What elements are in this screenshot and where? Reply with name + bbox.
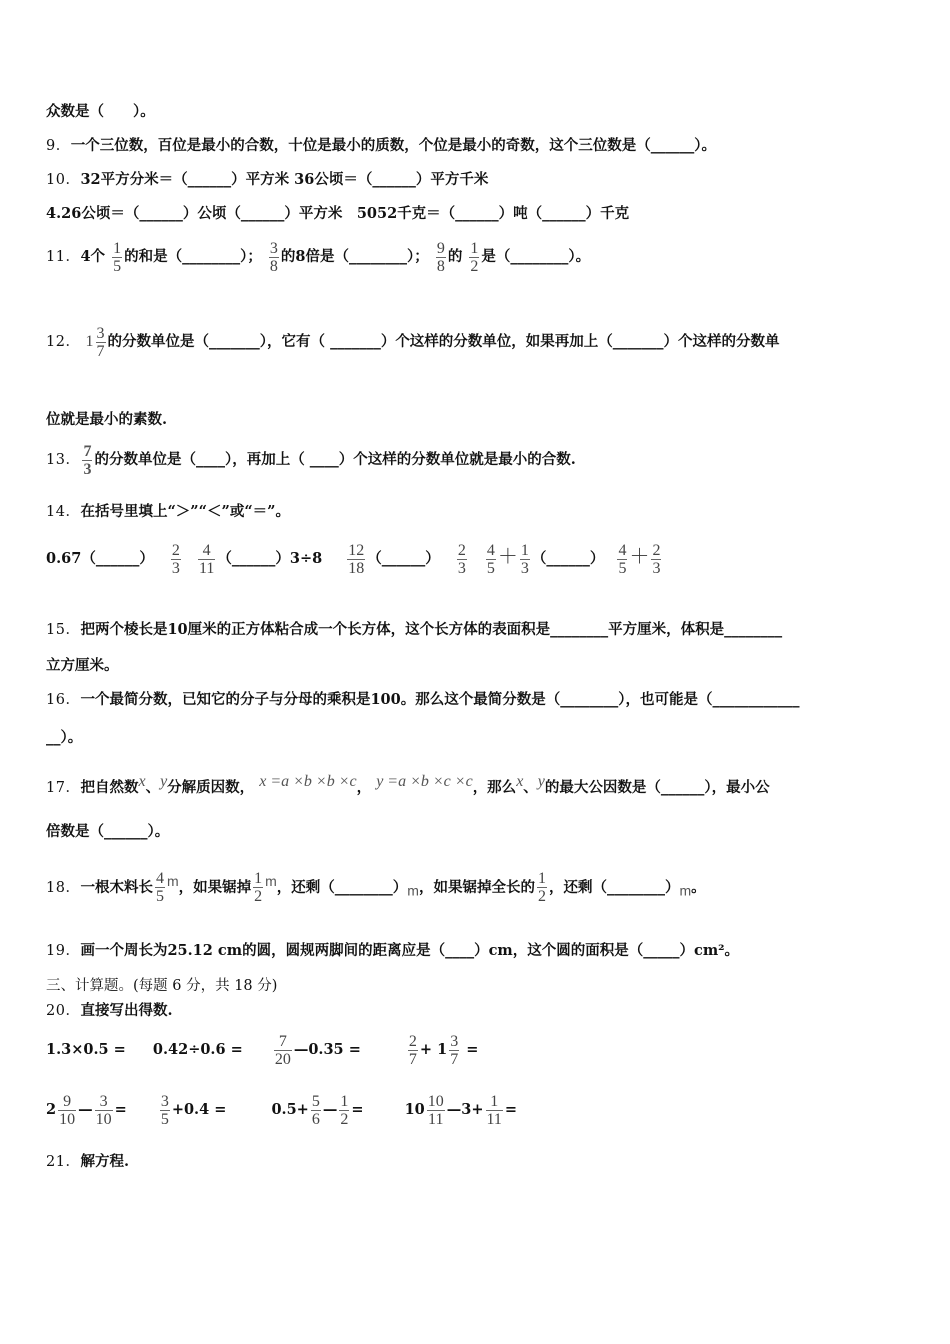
text: m <box>265 873 277 889</box>
question-11 <box>46 238 590 276</box>
question-number: 9． <box>46 138 71 154</box>
expression-x: x =a ×b ×b ×c <box>259 773 357 790</box>
text: = <box>114 1101 127 1118</box>
fraction <box>457 542 467 577</box>
question-17-line2 <box>46 822 169 842</box>
text: 1 <box>85 333 94 350</box>
text: 众数是（ ）。 <box>46 103 155 120</box>
text: 11 <box>198 559 215 577</box>
text: （______） <box>531 550 605 567</box>
fraction <box>486 542 496 577</box>
text: 10 <box>404 1101 425 1118</box>
text: 7 <box>83 442 92 460</box>
text: 19． <box>46 943 81 959</box>
text: 的最大公因数是（______），最小公 <box>544 778 770 796</box>
fraction <box>253 870 263 905</box>
text: ＋ <box>497 544 518 568</box>
text: 0.67（______） <box>46 550 154 567</box>
text: x <box>516 773 524 790</box>
text: 一个最简分数，已知它的分子与分母的乘积是100。那么这个最简分数是（________），也可能是（____________ <box>80 691 800 708</box>
text: 的分数单位是（_______），它有（ _______）个这样的分数单位，如果再加上（_______）个这样的分数单 <box>107 333 780 350</box>
question-12-line2 <box>46 410 167 430</box>
fraction <box>486 1093 503 1128</box>
fraction <box>617 542 627 577</box>
text: 是（________）。 <box>481 248 591 265</box>
text: 在括号里填上“＞”“＜”或“＝”。 <box>80 503 290 520</box>
text: — <box>78 1101 93 1118</box>
fraction <box>449 1033 459 1068</box>
text: 11 <box>428 1110 444 1128</box>
fraction <box>427 1093 445 1128</box>
text: 4个 <box>80 248 106 265</box>
text: 2 <box>537 888 546 906</box>
text: （______）3÷8 <box>217 550 323 567</box>
fraction <box>651 542 661 577</box>
question-12 <box>46 322 780 362</box>
text: 的 <box>447 248 463 265</box>
text: 2 <box>652 541 661 559</box>
text: 6 <box>311 1110 320 1128</box>
text: 11． <box>46 249 81 265</box>
text: 三、计算题。(每题 6 分，共 18 分) <box>46 978 278 994</box>
text: 3 <box>96 324 105 342</box>
question-19 <box>46 941 739 961</box>
fraction <box>198 542 215 577</box>
text: ，如果锯掉全长的 <box>418 878 535 896</box>
text: 的和是（________）； <box>124 248 262 265</box>
text: 位就是最小的素数. <box>46 411 168 428</box>
fraction <box>311 1093 321 1128</box>
text: ，还剩（________） <box>548 878 680 896</box>
question-number: 10． <box>46 172 81 188</box>
text: 3 <box>450 1032 459 1050</box>
text: 直接写出得数. <box>80 1002 173 1019</box>
text: 3 <box>269 239 278 257</box>
text: ，那么 <box>472 778 517 796</box>
fraction <box>269 240 279 275</box>
text: ，如果锯掉 <box>178 878 252 896</box>
text: —0.35 = <box>293 1041 361 1058</box>
fraction <box>112 240 122 275</box>
question-16-line2 <box>46 728 82 748</box>
text: 5 <box>160 1110 169 1128</box>
text: （______） <box>367 550 440 567</box>
text: 10 <box>59 1110 76 1128</box>
text: 7 <box>450 1050 459 1068</box>
text: x <box>138 773 146 790</box>
text: 2 <box>457 541 466 559</box>
text: 1 <box>520 541 529 559</box>
text: 7 <box>96 342 105 360</box>
text: 3 <box>160 1092 169 1110</box>
text: m <box>166 873 179 889</box>
text: 0.42÷0.6 = <box>152 1041 243 1058</box>
text: 把自然数 <box>80 778 139 796</box>
text: 。 <box>691 878 706 896</box>
text: 32平方分米＝（______）平方米 36公顷＝（______）平方千米 <box>80 171 489 188</box>
text: 10 <box>427 1092 444 1110</box>
text: 5 <box>155 888 164 906</box>
section-heading <box>46 976 277 996</box>
fraction <box>469 240 479 275</box>
text: 一根木料长 <box>80 878 153 896</box>
fraction <box>155 870 165 905</box>
text: 7 <box>408 1050 417 1068</box>
text: 倍数是（______）。 <box>46 823 170 840</box>
text: 8 <box>436 257 445 275</box>
question-20 <box>46 1001 173 1021</box>
text: 1 <box>113 239 122 257</box>
text: 1 <box>340 1092 349 1110</box>
text: 3 <box>520 559 529 577</box>
text: 1 <box>490 1092 499 1110</box>
fraction <box>408 1033 418 1068</box>
text: 9 <box>63 1092 72 1110</box>
text: 0.5+ <box>271 1101 309 1118</box>
text: 12． <box>46 334 81 350</box>
fraction <box>82 443 92 478</box>
text: 1 <box>254 870 263 888</box>
text: = <box>351 1101 364 1118</box>
text: 4 <box>202 541 211 559</box>
text: — <box>322 1101 338 1118</box>
text: 20 <box>274 1050 291 1068</box>
text: —3+ <box>446 1101 484 1118</box>
text: 、 <box>523 778 538 796</box>
fraction <box>171 542 181 577</box>
fraction <box>520 542 530 577</box>
question-20-row2 <box>46 1088 517 1132</box>
fraction <box>339 1093 349 1128</box>
question-15-line2 <box>46 656 119 676</box>
fraction <box>347 542 365 577</box>
text: m <box>407 882 419 899</box>
text: 4 <box>486 541 495 559</box>
fraction <box>58 1093 76 1128</box>
text: m <box>679 882 692 899</box>
text: 17． <box>46 779 81 796</box>
text: 3 <box>171 559 180 577</box>
text: y <box>160 773 168 790</box>
question-21 <box>46 1152 129 1172</box>
text: 8 <box>269 257 278 275</box>
question-13 <box>46 440 576 480</box>
text: 1 <box>537 870 546 888</box>
text: 、 <box>145 778 161 796</box>
text: 18 <box>348 559 365 577</box>
text: 把两个棱长是10厘米的正方体粘合成一个长方体，这个长方体的表面积是________平方厘米，体积是________ <box>80 621 783 638</box>
question-18 <box>46 860 706 912</box>
question-16 <box>46 690 799 710</box>
text: 的8倍是（________）； <box>280 248 429 265</box>
text: 2 <box>46 1101 57 1118</box>
text: 10 <box>95 1110 112 1128</box>
text: 15． <box>46 622 81 638</box>
fraction <box>537 870 547 905</box>
question-10-line2 <box>46 204 629 224</box>
question-15 <box>46 620 782 640</box>
text: 1 <box>470 239 479 257</box>
question-9 <box>46 136 716 156</box>
fraction <box>96 325 106 360</box>
text: 13． <box>46 452 81 468</box>
text: ， <box>356 778 372 796</box>
text: 20． <box>46 1003 81 1019</box>
text: 画一个周长为25.12 cm的圆，圆规两脚间的距离应是（____）cm，这个圆的面积是（_____）cm²。 <box>80 942 740 959</box>
question-17 <box>46 762 770 808</box>
text: ，还剩（________） <box>276 878 408 896</box>
text: 的分数单位是（____），再加上（ ____）个这样的分数单位就是最小的合数. <box>94 451 576 468</box>
text: 立方厘米。 <box>46 657 119 674</box>
text: 14． <box>46 504 81 520</box>
text: 4 <box>155 870 164 888</box>
text: 3 <box>99 1092 108 1110</box>
text: 2 <box>408 1032 417 1050</box>
question-14-comparisons <box>46 536 663 579</box>
text: 解方程. <box>80 1153 130 1170</box>
text: = <box>461 1041 479 1058</box>
text: 3 <box>83 460 92 478</box>
text: = <box>504 1101 518 1118</box>
text: + 1 <box>419 1041 448 1058</box>
text: 3 <box>457 559 466 577</box>
text: 分解质因数， <box>167 778 255 796</box>
expression-y: y =a ×b ×c ×c <box>376 773 473 790</box>
question-20-row1 <box>46 1028 478 1072</box>
fraction <box>95 1093 113 1128</box>
text: 11 <box>486 1110 502 1128</box>
text: y <box>537 773 545 790</box>
text: 9 <box>436 239 445 257</box>
text: 一个三位数，百位是最小的合数，十位是最小的质数，个位是最小的奇数，这个三位数是（______）。 <box>70 137 716 154</box>
text: 4 <box>618 541 627 559</box>
text: 3 <box>652 559 661 577</box>
text: 18． <box>46 879 81 896</box>
question-10 <box>46 170 488 190</box>
question-14 <box>46 502 290 522</box>
text: 16． <box>46 692 81 708</box>
text: 4.26公顷＝（______）公顷（______）平方米 5052千克＝（______）吨（______）千克 <box>46 205 630 222</box>
text: 1.3×0.5 = <box>46 1041 126 1058</box>
fraction <box>436 240 446 275</box>
text: 5 <box>486 559 495 577</box>
fraction <box>274 1033 292 1068</box>
text: 2 <box>340 1110 349 1128</box>
text: ＋ <box>629 544 650 568</box>
text: 5 <box>618 559 627 577</box>
text: 5 <box>311 1092 320 1110</box>
q8-tail <box>46 102 155 122</box>
text: 2 <box>171 541 180 559</box>
text: 7 <box>278 1032 287 1050</box>
text: 12 <box>348 541 365 559</box>
fraction <box>160 1093 170 1128</box>
text: +0.4 = <box>171 1101 227 1118</box>
text: __）。 <box>46 729 83 746</box>
text: 2 <box>470 257 479 275</box>
text: 2 <box>254 888 263 906</box>
text: 21． <box>46 1154 81 1170</box>
text: 5 <box>113 257 122 275</box>
